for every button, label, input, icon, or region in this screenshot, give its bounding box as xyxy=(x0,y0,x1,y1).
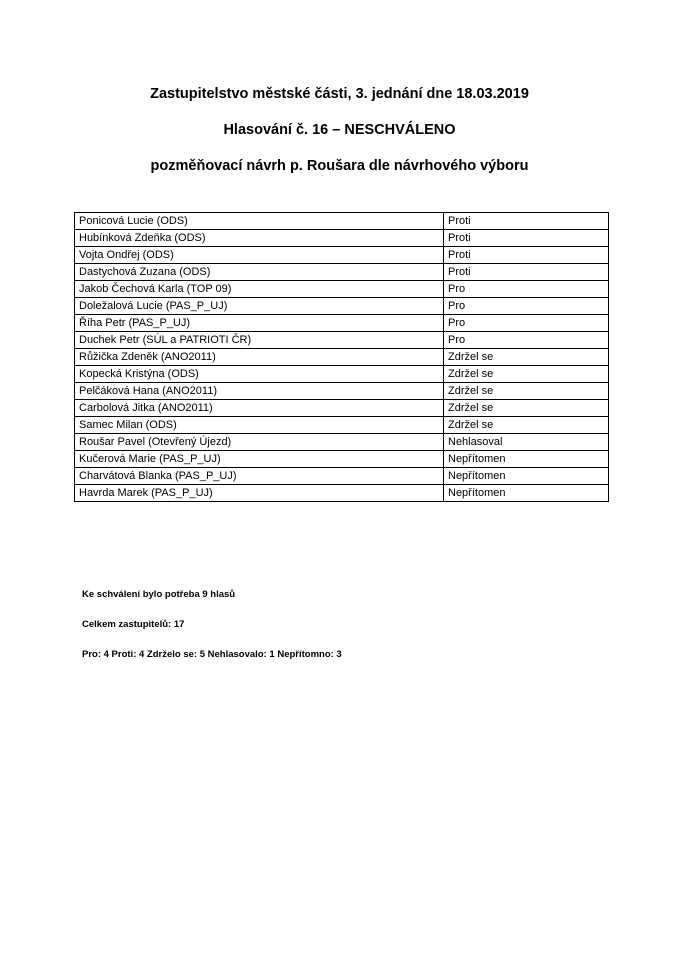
member-name-cell: Kučerová Marie (PAS_P_UJ) xyxy=(75,451,444,468)
table-row xyxy=(75,298,609,315)
vote-cell: Zdržel se xyxy=(444,417,609,434)
motion-description: pozměňovací návrh p. Roušara dle návrhového výboru xyxy=(150,158,529,174)
vote-cell: Nepřítomen xyxy=(444,468,609,485)
vote-cell: Nepřítomen xyxy=(444,451,609,468)
table-row xyxy=(75,468,609,485)
member-name-cell: Růžička Zdeněk (ANO2011) xyxy=(75,349,444,366)
member-name-cell: Charvátová Blanka (PAS_P_UJ) xyxy=(75,468,444,485)
vote-cell: Zdržel se xyxy=(444,383,609,400)
member-name-cell: Doležalová Lucie (PAS_P_UJ) xyxy=(75,298,444,315)
vote-cell: Nehlasoval xyxy=(444,434,609,451)
member-name-cell: Dastychová Zuzana (ODS) xyxy=(75,264,444,281)
total-members-note: Celkem zastupitelů: 17 xyxy=(82,619,185,630)
table-row xyxy=(75,451,609,468)
table-row xyxy=(75,281,609,298)
member-name-cell: Duchek Petr (SÚL a PATRIOTI ČR) xyxy=(75,332,444,349)
vote-cell: Zdržel se xyxy=(444,400,609,417)
member-name-cell: Ponicová Lucie (ODS) xyxy=(75,213,444,230)
table-row xyxy=(75,485,609,502)
vote-cell: Pro xyxy=(444,315,609,332)
member-name-cell: Carbolová Jitka (ANO2011) xyxy=(75,400,444,417)
table-row xyxy=(75,434,609,451)
member-name-cell: Hubínková Zdeňka (ODS) xyxy=(75,230,444,247)
vote-cell: Pro xyxy=(444,298,609,315)
table-row xyxy=(75,230,609,247)
vote-result-heading: Hlasování č. 16 – NESCHVÁLENO xyxy=(223,122,456,138)
vote-cell: Proti xyxy=(444,264,609,281)
table-row xyxy=(75,332,609,349)
table-row xyxy=(75,400,609,417)
vote-cell: Zdržel se xyxy=(444,349,609,366)
vote-cell: Proti xyxy=(444,213,609,230)
member-name-cell: Kopecká Kristýna (ODS) xyxy=(75,366,444,383)
votes-table xyxy=(74,212,609,502)
vote-cell: Zdržel se xyxy=(444,366,609,383)
vote-cell: Pro xyxy=(444,332,609,349)
member-name-cell: Jakob Čechová Karla (TOP 09) xyxy=(75,281,444,298)
table-row xyxy=(75,247,609,264)
vote-cell: Proti xyxy=(444,230,609,247)
vote-cell: Proti xyxy=(444,247,609,264)
table-row xyxy=(75,383,609,400)
table-row xyxy=(75,213,609,230)
member-name-cell: Roušar Pavel (Otevřený Újezd) xyxy=(75,434,444,451)
table-row xyxy=(75,264,609,281)
table-row xyxy=(75,349,609,366)
member-name-cell: Říha Petr (PAS_P_UJ) xyxy=(75,315,444,332)
vote-tally: Pro: 4 Proti: 4 Zdrželo se: 5 Nehlasovalo: 1 Nepřítomno: 3 xyxy=(82,649,342,660)
votes-table-body xyxy=(75,213,609,502)
table-row xyxy=(75,315,609,332)
member-name-cell: Vojta Ondřej (ODS) xyxy=(75,247,444,264)
member-name-cell: Samec Milan (ODS) xyxy=(75,417,444,434)
votes-required-note: Ke schválení bylo potřeba 9 hlasů xyxy=(82,589,236,600)
table-row xyxy=(75,366,609,383)
member-name-cell: Havrda Marek (PAS_P_UJ) xyxy=(75,485,444,502)
table-row xyxy=(75,417,609,434)
document-title: Zastupitelstvo městské části, 3. jednání dne 18.03.2019 xyxy=(150,86,529,102)
vote-cell: Nepřítomen xyxy=(444,485,609,502)
member-name-cell: Pelčáková Hana (ANO2011) xyxy=(75,383,444,400)
vote-cell: Pro xyxy=(444,281,609,298)
